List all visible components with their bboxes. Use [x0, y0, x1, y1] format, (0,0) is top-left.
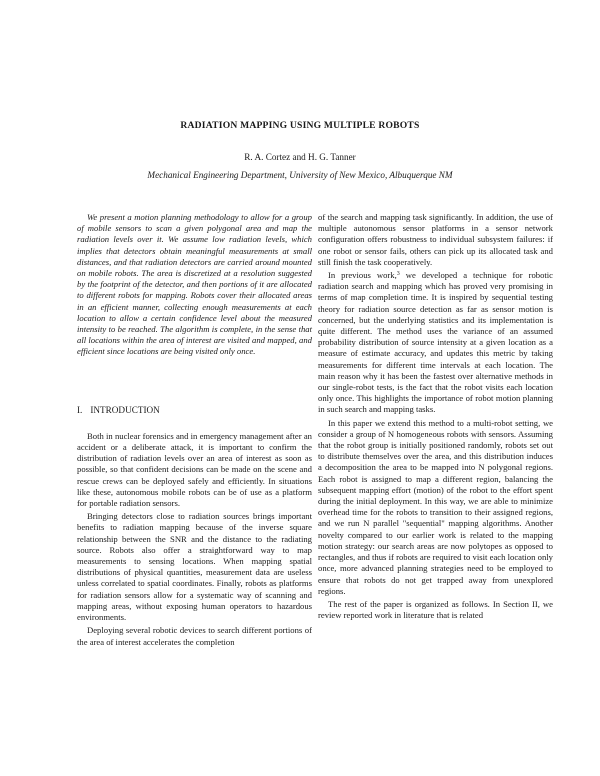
left-column [77, 212, 312, 650]
abstract: We present a motion planning methodology to allow for a group of mobile sensors to scan a given polygonal area and map the radiation levels over it. We assume low radiation levels, which implies that detectors obtain meaningful measurements at small distances, and that radiation detectors are carried around mounted on mobile robots. The area is discretized at a resolution suggested by the footprint of the detector, and then portions of it are allocated to different robots for mapping. Robots cover their allocated areas in an efficient manner, collecting enough measurements at each location to allow a certain confidence level about the measured intensity to be reached. The algorithm is complete, in the sense that all locations within the area of interest are visited and mapped, and efficient since locations are being visited only once. [77, 212, 312, 357]
intro-paragraph: Both in nuclear forensics and in emergency management after an accident or a deliberate attack, it is important to confirm the distribution of radiation levels over an area of interest as soon as possible, so that confident decisions can be made on the scene and rescue crews can be deployed safely and efficiently. In situations like these, autonomous mobile robots can be of use as a platform for portable radiation sensors. [77, 430, 312, 509]
right-column [318, 212, 553, 623]
previous-work-paragraph [318, 270, 553, 416]
organization-paragraph: The rest of the paper is organized as follows. In Section II, we review reported work in literature that is related [318, 598, 553, 621]
paper-title: RADIATION MAPPING USING MULTIPLE ROBOTS [180, 120, 420, 131]
intro-paragraph: Deploying several robotic devices to search different portions of the area of interest accelerates the completion [77, 625, 312, 647]
previous-work-lead: In previous work, [328, 270, 397, 281]
paper-affiliation: Mechanical Engineering Department, University of New Mexico, Albuquerque NM [147, 170, 453, 180]
intro-paragraph-continued: of the search and mapping task significantly. In addition, the use of multiple autonomous sensor platforms in a sensor network configuration offers robustness to individual subsystem failures: if one robot or sensor fails, others can pick up its allocated task and still finish the task cooperatively. [318, 212, 553, 267]
section-heading [77, 405, 312, 416]
citation-superscript: 3 [396, 271, 400, 278]
intro-paragraph: Bringing detectors close to radiation sources brings important benefits to radiation mapping because of the inverse square relationship between the SNR and the distance to the radiating source. Robots also offer a straightforward way to map measurements to sensing locations. When mapping spatial distributions of physical quantities, measurement data are useless unless correlated to spatial coordinates. Finally, robots as platforms for radiation sensors allow for a systematic way of scanning and mapping areas, without exposing human operators to hazardous environments. [77, 511, 312, 623]
multi-robot-paragraph: In this paper we extend this method to a multi-robot setting, we consider a group of N homogeneous robots with sensors. Assuming that the robot group is initially positioned randomly, robots set out to distribute themselves over the area, and this distribution induces a decomposition the area to be mapped into N polygonal regions. Each robot is assigned to map a different region, balancing the subsequent mapping effort (motion) of the robot to the effort spent during the initial deployment. In this way, we are able to minimize overhead time for the robots to transition to their assigned regions, and we run N parallel "sequential" mapping algorithms. Another novelty compared to our earlier work is related to the mapping motion strategy: our search areas are now polytopes as opposed to rectangles, and thus if robots are required to visit each location only once, more advanced planning strategies need to be employed to ensure that robots do not get trapped away from unexplored regions. [318, 417, 553, 596]
previous-work-text: we developed a technique for robotic radiation search and mapping which has proved very promising in terms of map completion time. It is inspired by sequential testing theory for radiation source detection as far as sensor motion is concerned, but the underlying statistics and its implementation is quite different. The method uses the variance of an assumed probability distribution of source intensity at a given location as a measure of estimate accuracy, and updates this metric by taking measurements for different time intervals at each location. The main reason why it has been the fastest over alternative methods in our single-robot tests, is the fact that the robot visits each location only once. This highlights the importance of robot motion planning in such search and mapping tasks. [318, 270, 553, 415]
section-number: I. [77, 404, 83, 415]
paper-authors: R. A. Cortez and H. G. Tanner [244, 152, 356, 162]
section-title: INTRODUCTION [90, 404, 160, 415]
